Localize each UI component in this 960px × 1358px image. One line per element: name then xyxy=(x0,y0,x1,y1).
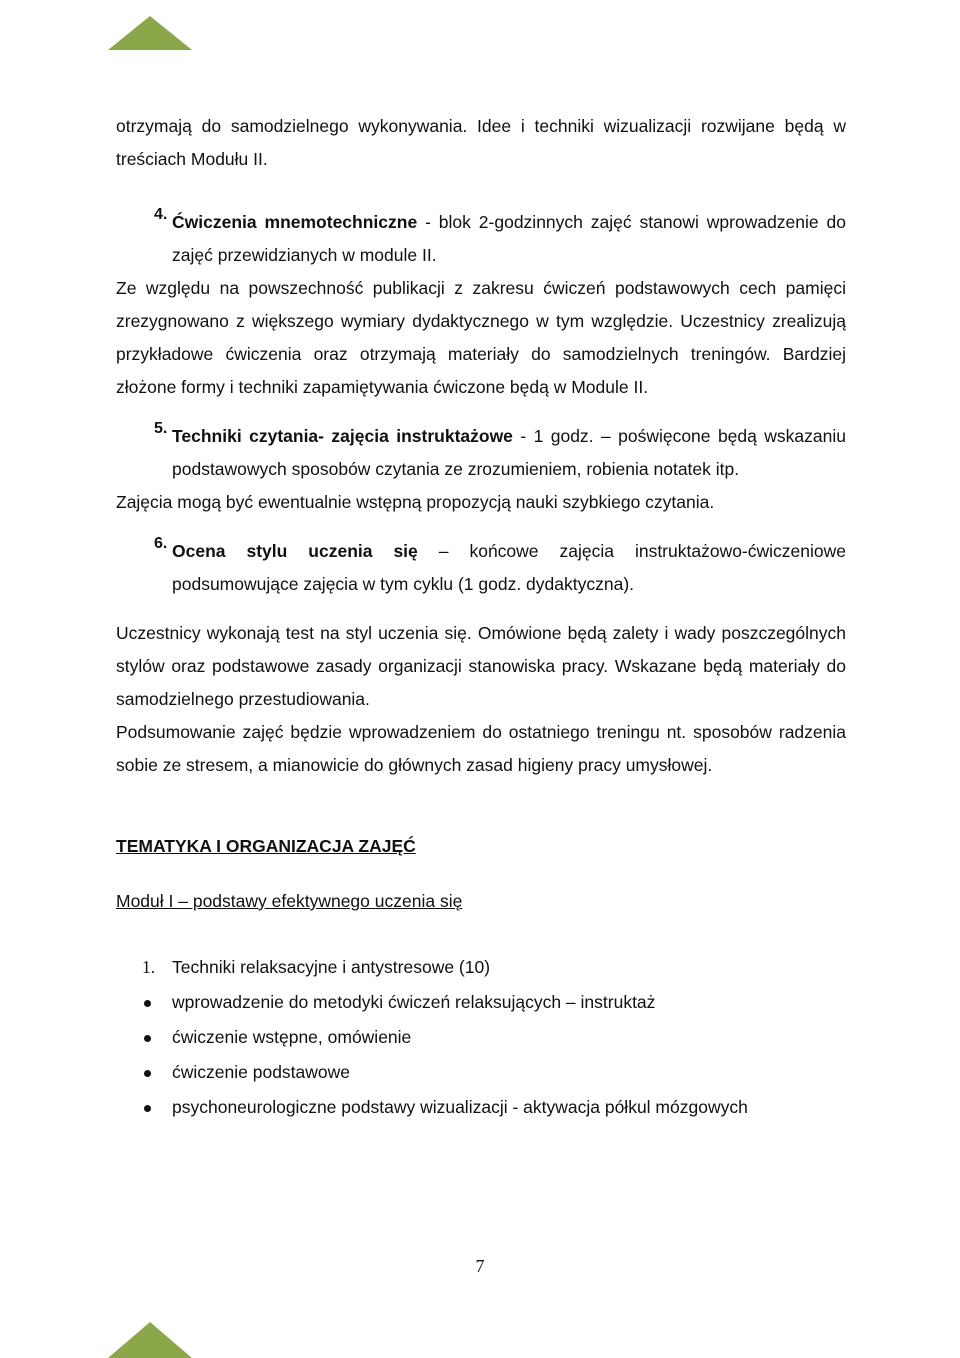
footer-triangle-decoration xyxy=(108,1322,192,1358)
bullet-item xyxy=(116,1055,846,1090)
paragraph-learning-style: Uczestnicy wykonają test na styl uczenia się. Omówione będą zalety i wady poszczególnych stylów oraz podstawowe zasady organizacji stanowiska pracy. Wskazane będą materiały do samodzielnego przestudiowania. xyxy=(116,623,846,709)
page-number: 7 xyxy=(475,1256,485,1276)
item-number: 5. xyxy=(154,420,168,437)
bullet-icon xyxy=(144,1000,151,1007)
bullet-icon xyxy=(144,1035,151,1042)
paragraph-intro: otrzymają do samodzielnego wykonywania. Idee i techniki wizualizacji rozwijane będą w treściach Modułu II. xyxy=(116,116,846,169)
paragraph-memory: Ze względu na powszechność publikacji z zakresu ćwiczeń podstawowych cech pamięci zrezygnowano z większego wymiary dydaktycznego w tym względzie. Uczestnicy zrealizują przykładowe ćwiczenia oraz otrzymają materiały do samodzielnych treningów. Bardziej złożone formy i techniki zapamiętywania ćwiczone będą w Module II. xyxy=(116,278,846,397)
module-subheading: Moduł I – podstawy efektywnego uczenia się xyxy=(116,891,463,911)
header-triangle-decoration xyxy=(108,16,192,50)
bullet-item xyxy=(116,985,846,1020)
numbered-list-item xyxy=(116,950,846,985)
numbered-item-4 xyxy=(116,206,846,272)
bullet-icon xyxy=(144,1070,151,1077)
bullet-item xyxy=(116,1020,846,1055)
bullet-text: ćwiczenie wstępne, omówienie xyxy=(172,1027,412,1047)
bullet-text: ćwiczenie podstawowe xyxy=(172,1062,351,1082)
document-body xyxy=(116,110,846,1125)
item-number: 4. xyxy=(154,206,168,223)
item-title: Ocena stylu uczenia się xyxy=(172,541,418,561)
item-number: 6. xyxy=(154,535,168,552)
item-text: – końcowe zajęcia instruktażowo-ćwiczeniowe podsumowujące zajęcia w tym cyklu (1 godz. dydaktyczna). xyxy=(172,541,846,594)
list-number: 1. xyxy=(142,957,156,977)
bullet-text: wprowadzenie do metodyki ćwiczeń relaksujących – instruktaż xyxy=(172,992,656,1012)
bullet-icon xyxy=(144,1105,151,1112)
item-text: - 1 godz. – poświęcone będą wskazaniu podstawowych sposobów czytania ze zrozumieniem, robienia notatek itp. xyxy=(172,426,846,479)
bullet-item xyxy=(116,1090,846,1125)
paragraph-reading: Zajęcia mogą być ewentualnie wstępną propozycją nauki szybkiego czytania. xyxy=(116,492,715,512)
paragraph-summary: Podsumowanie zajęć będzie wprowadzeniem do ostatniego treningu nt. sposobów radzenia sobie ze stresem, a mianowicie do głównych zasad higieny pracy umysłowej. xyxy=(116,722,846,775)
item-text: - blok 2-godzinnych zajęć stanowi wprowadzenie do zajęć przewidzianych w module II. xyxy=(172,212,846,265)
numbered-item-6 xyxy=(116,535,846,601)
numbered-item-5 xyxy=(116,420,846,486)
list-title: Techniki relaksacyjne i antystresowe (10) xyxy=(172,957,491,977)
bullet-text: psychoneurologiczne podstawy wizualizacji - aktywacja półkul mózgowych xyxy=(172,1097,748,1117)
section-heading: TEMATYKA I ORGANIZACJA ZAJĘĆ xyxy=(116,836,416,856)
item-title: Techniki czytania- zajęcia instruktażowe xyxy=(172,426,513,446)
item-title: Ćwiczenia mnemotechniczne xyxy=(172,212,418,232)
